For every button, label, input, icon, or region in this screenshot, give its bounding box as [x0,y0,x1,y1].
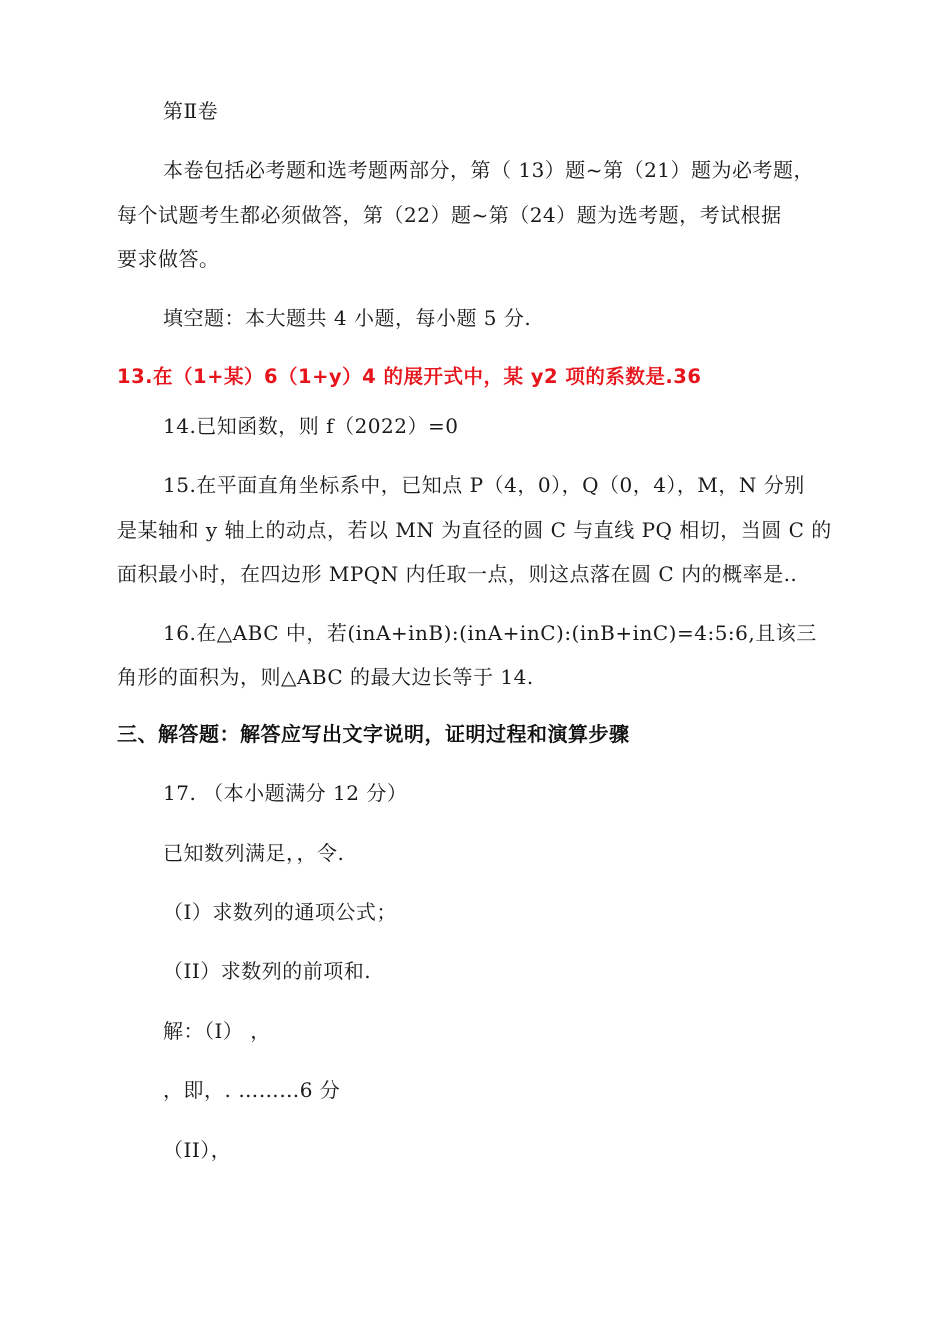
section-heading: 第Ⅱ卷 [163,99,219,123]
intro-line: 本卷包括必考题和选考题两部分，第（ 13）题~第（21）题为必考题， [163,158,815,182]
question-17-part1: （Ⅰ）求数列的通项公式； [163,900,397,924]
solution-line: ，即，. ………6 分 [163,1078,341,1102]
intro-line: 每个试题考生都必须做答，第（22）题~第（24）题为选考题，考试根据 [117,203,782,227]
question-line: 面积最小时，在四边形 MPQN 内任取一点，则这点落在圆 C 内的概率是.. [117,562,798,586]
question-line: 是某轴和 y 轴上的动点，若以 MN 为直径的圆 C 与直线 PQ 相切，当圆 C 的 [117,518,832,542]
fill-blank-header: 填空题：本大题共 4 小题，每小题 5 分. [163,306,532,330]
question-line: 16.在△ABC 中，若(inA+inB):(inA+inC):(inB+inC)=4:5:6,且该三 [163,621,817,645]
solution-label: 解：（Ⅰ） ， [163,1019,271,1043]
question-17-given: 已知数列满足，，令. [163,841,345,865]
question-line: 15.在平面直角坐标系中，已知点 P（4，0），Q（0，4），M，N 分别 [163,473,805,497]
question-17-part2: （II）求数列的前项和. [163,959,372,983]
question-line: 角形的面积为，则△ABC 的最大边长等于 14. [117,665,534,689]
part3-heading: 三、解答题：解答应写出文字说明，证明过程和演算步骤 [117,722,630,746]
intro-line: 要求做答。 [117,247,220,271]
question-17-title: 17. （本小题满分 12 分） [163,781,408,805]
solution-part2: （II）， [163,1138,232,1162]
question-13: 13.在（1+某）6（1+y）4 的展开式中，某 y2 项的系数是.36 [117,365,702,388]
question-14: 14.已知函数，则 f（2022）=0 [163,414,459,438]
